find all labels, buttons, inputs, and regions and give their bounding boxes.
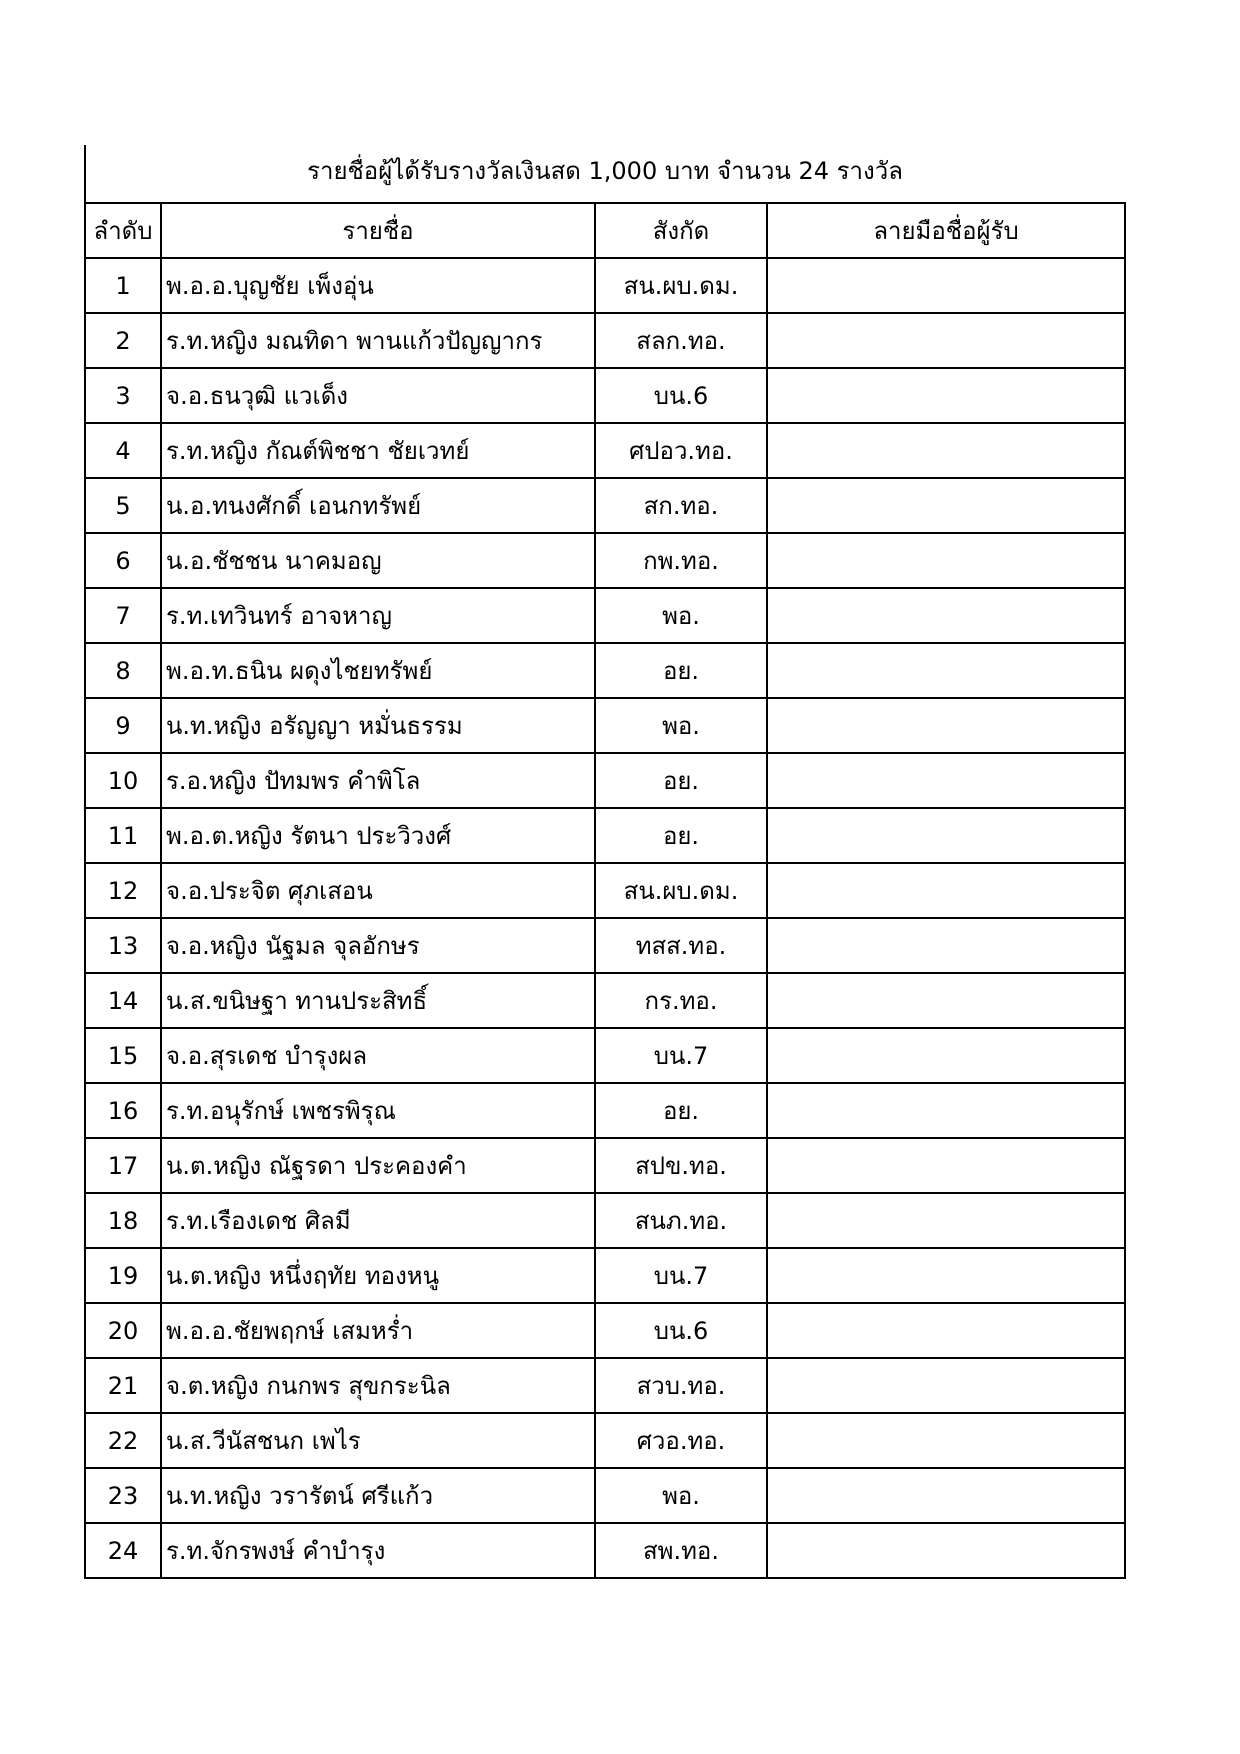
- row-number: 19: [85, 1248, 161, 1303]
- row-number: 7: [85, 588, 161, 643]
- signature-cell: [767, 588, 1125, 643]
- recipient-name: น.ส.ขนิษฐา ทานประสิทธิ์: [161, 973, 595, 1028]
- row-number: 12: [85, 863, 161, 918]
- table-row: [85, 1523, 1125, 1578]
- row-number: 6: [85, 533, 161, 588]
- table-row: [85, 863, 1125, 918]
- table-row: [85, 588, 1125, 643]
- signature-cell: [767, 1028, 1125, 1083]
- recipient-unit: พอ.: [595, 588, 767, 643]
- row-number: 8: [85, 643, 161, 698]
- signature-cell: [767, 808, 1125, 863]
- recipient-name: ร.ท.เทวินทร์ อาจหาญ: [161, 588, 595, 643]
- table-row: [85, 258, 1125, 313]
- recipient-name: น.ต.หญิง หนึ่งฤทัย ทองหนู: [161, 1248, 595, 1303]
- row-number: 13: [85, 918, 161, 973]
- header-row: [85, 203, 1125, 258]
- recipient-unit: บน.6: [595, 368, 767, 423]
- award-list-sheet: [84, 145, 1124, 1579]
- table-row: [85, 478, 1125, 533]
- recipient-name: จ.ต.หญิง กนกพร สุขกระนิล: [161, 1358, 595, 1413]
- recipient-unit: บน.7: [595, 1248, 767, 1303]
- table-row: [85, 423, 1125, 478]
- recipients-table: [84, 202, 1126, 1579]
- row-number: 15: [85, 1028, 161, 1083]
- row-number: 9: [85, 698, 161, 753]
- recipient-unit: บน.6: [595, 1303, 767, 1358]
- signature-cell: [767, 1413, 1125, 1468]
- recipient-unit: สก.ทอ.: [595, 478, 767, 533]
- recipient-name: น.ต.หญิง ณัฐรดา ประคองคำ: [161, 1138, 595, 1193]
- recipient-unit: ศปอว.ทอ.: [595, 423, 767, 478]
- recipient-name: น.ส.วีนัสชนก เพไร: [161, 1413, 595, 1468]
- row-number: 5: [85, 478, 161, 533]
- signature-cell: [767, 1358, 1125, 1413]
- table-row: [85, 808, 1125, 863]
- signature-cell: [767, 1138, 1125, 1193]
- recipient-unit: ทสส.ทอ.: [595, 918, 767, 973]
- recipient-unit: อย.: [595, 808, 767, 863]
- recipient-name: ร.ท.อนุรักษ์ เพชรพิรุณ: [161, 1083, 595, 1138]
- recipients-body: [85, 258, 1125, 1578]
- signature-cell: [767, 1248, 1125, 1303]
- signature-cell: [767, 1193, 1125, 1248]
- recipient-name: จ.อ.หญิง นัฐมล จุลอักษร: [161, 918, 595, 973]
- recipient-unit: สลก.ทอ.: [595, 313, 767, 368]
- row-number: 16: [85, 1083, 161, 1138]
- recipient-unit: กพ.ทอ.: [595, 533, 767, 588]
- row-number: 23: [85, 1468, 161, 1523]
- table-row: [85, 1138, 1125, 1193]
- row-number: 18: [85, 1193, 161, 1248]
- recipient-unit: สวบ.ทอ.: [595, 1358, 767, 1413]
- row-number: 1: [85, 258, 161, 313]
- recipient-unit: สน.ผบ.ดม.: [595, 258, 767, 313]
- recipient-unit: พอ.: [595, 1468, 767, 1523]
- recipient-unit: สนภ.ทอ.: [595, 1193, 767, 1248]
- row-number: 24: [85, 1523, 161, 1578]
- table-row: [85, 1413, 1125, 1468]
- recipient-unit: สปข.ทอ.: [595, 1138, 767, 1193]
- table-row: [85, 1028, 1125, 1083]
- recipient-name: น.ท.หญิง อรัญญา หมั่นธรรม: [161, 698, 595, 753]
- table-row: [85, 1303, 1125, 1358]
- signature-cell: [767, 1468, 1125, 1523]
- recipient-unit: ศวอ.ทอ.: [595, 1413, 767, 1468]
- signature-cell: [767, 258, 1125, 313]
- signature-cell: [767, 643, 1125, 698]
- recipient-name: พ.อ.อ.บุญชัย เพ็งอุ่น: [161, 258, 595, 313]
- table-row: [85, 368, 1125, 423]
- recipient-unit: อย.: [595, 1083, 767, 1138]
- row-number: 14: [85, 973, 161, 1028]
- row-number: 4: [85, 423, 161, 478]
- signature-cell: [767, 918, 1125, 973]
- signature-cell: [767, 423, 1125, 478]
- recipient-name: จ.อ.ประจิต ศุภเสอน: [161, 863, 595, 918]
- document-title: รายชื่อผู้ได้รับรางวัลเงินสด 1,000 บาท จำนวน 24 รางวัล: [307, 157, 903, 185]
- recipient-unit: กร.ทอ.: [595, 973, 767, 1028]
- header-order: ลำดับ: [85, 203, 161, 258]
- table-row: [85, 753, 1125, 808]
- recipient-name: ร.ท.หญิง กัณต์พิชชา ชัยเวทย์: [161, 423, 595, 478]
- recipient-name: น.อ.ชัชชน นาคมอญ: [161, 533, 595, 588]
- recipient-name: น.อ.ทนงศักดิ์ เอนกทรัพย์: [161, 478, 595, 533]
- recipient-name: จ.อ.สุรเดช บำรุงผล: [161, 1028, 595, 1083]
- signature-cell: [767, 368, 1125, 423]
- recipient-unit: พอ.: [595, 698, 767, 753]
- row-number: 22: [85, 1413, 161, 1468]
- signature-cell: [767, 1083, 1125, 1138]
- table-row: [85, 1193, 1125, 1248]
- recipient-name: ร.อ.หญิง ปัทมพร คำพิโล: [161, 753, 595, 808]
- signature-cell: [767, 478, 1125, 533]
- recipient-name: พ.อ.ต.หญิง รัตนา ประวิวงศ์: [161, 808, 595, 863]
- signature-cell: [767, 1523, 1125, 1578]
- recipient-name: ร.ท.เรืองเดช ศิลมี: [161, 1193, 595, 1248]
- table-row: [85, 533, 1125, 588]
- row-number: 2: [85, 313, 161, 368]
- header-name: รายชื่อ: [161, 203, 595, 258]
- recipient-name: ร.ท.จักรพงษ์ คำบำรุง: [161, 1523, 595, 1578]
- table-row: [85, 973, 1125, 1028]
- recipient-name: น.ท.หญิง วรารัตน์ ศรีแก้ว: [161, 1468, 595, 1523]
- signature-cell: [767, 1303, 1125, 1358]
- row-number: 21: [85, 1358, 161, 1413]
- table-row: [85, 1083, 1125, 1138]
- table-row: [85, 643, 1125, 698]
- table-row: [85, 313, 1125, 368]
- signature-cell: [767, 533, 1125, 588]
- signature-cell: [767, 698, 1125, 753]
- row-number: 3: [85, 368, 161, 423]
- row-number: 17: [85, 1138, 161, 1193]
- recipient-name: จ.อ.ธนวุฒิ แวเด็ง: [161, 368, 595, 423]
- table-row: [85, 918, 1125, 973]
- table-row: [85, 698, 1125, 753]
- table-row: [85, 1468, 1125, 1523]
- recipient-unit: อย.: [595, 643, 767, 698]
- recipient-unit: อย.: [595, 753, 767, 808]
- table-row: [85, 1248, 1125, 1303]
- recipient-unit: สพ.ทอ.: [595, 1523, 767, 1578]
- recipient-unit: สน.ผบ.ดม.: [595, 863, 767, 918]
- recipient-name: พ.อ.ท.ธนิน ผดุงไชยทรัพย์: [161, 643, 595, 698]
- table-row: [85, 1358, 1125, 1413]
- recipient-name: ร.ท.หญิง มณทิดา พานแก้วปัญญากร: [161, 313, 595, 368]
- row-number: 20: [85, 1303, 161, 1358]
- title-row: [84, 145, 1124, 202]
- row-number: 10: [85, 753, 161, 808]
- recipient-unit: บน.7: [595, 1028, 767, 1083]
- recipient-name: พ.อ.อ.ชัยพฤกษ์ เสมหร่ำ: [161, 1303, 595, 1358]
- header-signature: ลายมือชื่อผู้รับ: [767, 203, 1125, 258]
- signature-cell: [767, 863, 1125, 918]
- header-unit: สังกัด: [595, 203, 767, 258]
- signature-cell: [767, 753, 1125, 808]
- row-number: 11: [85, 808, 161, 863]
- signature-cell: [767, 973, 1125, 1028]
- signature-cell: [767, 313, 1125, 368]
